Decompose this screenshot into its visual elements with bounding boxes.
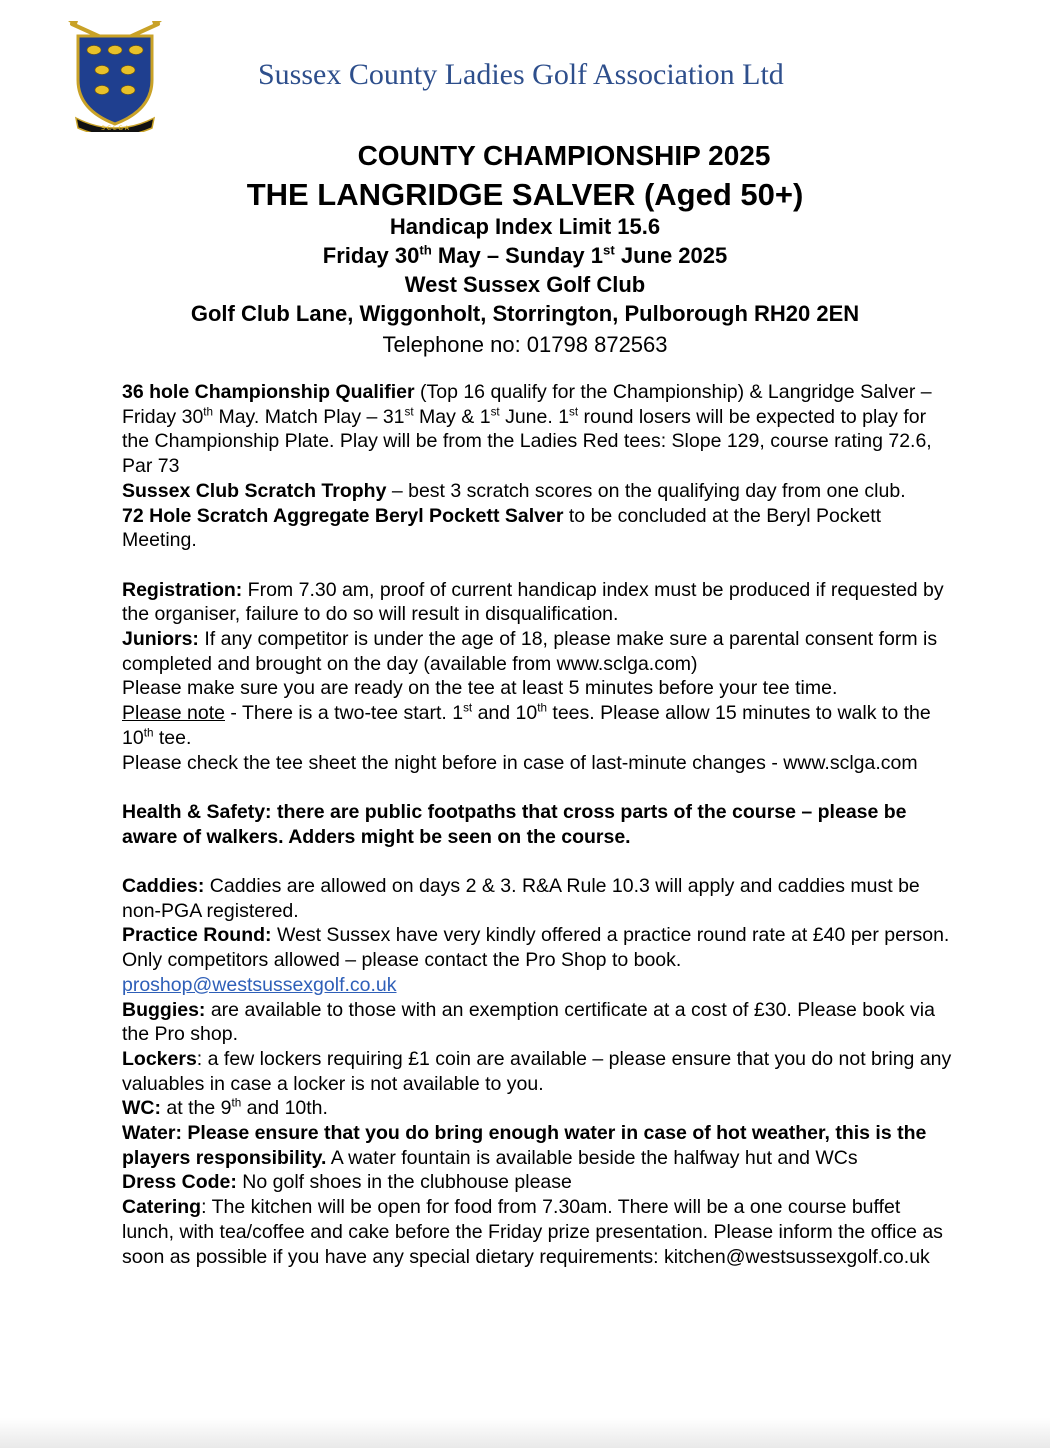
proshop-email-link[interactable]: proshop@westsussexgolf.co.uk [122,973,397,996]
ready-paragraph: Please make sure you are ready on the tee at least 5 minutes before your tee time. [122,677,838,700]
health-safety-paragraph: Health & Safety: there are public footpaths that cross parts of the course – please be aware of walkers. Adders might be seen on the course. [122,800,907,848]
caddies-paragraph: Caddies: Caddies are allowed on days 2 & 3. R&A Rule 10.3 will apply and caddies must be non-PGA registered. [122,875,920,922]
venue-name: West Sussex Golf Club [404,272,646,297]
lockers-paragraph: Lockers: a few lockers requiring £1 coin are available – please ensure that you do not bring any valuables in case a locker is not available to you. [122,1047,952,1095]
venue-address: Golf Club Lane, Wiggonholt, Storrington, Pulborough RH20 2EN [190,301,860,326]
registration-paragraph: Registration: From 7.30 am, proof of current handicap index must be produced if requested by the organiser, failure to do so will result in disqualification. [122,578,944,626]
scratch-trophy-paragraph: Sussex Club Scratch Trophy – best 3 scratch scores on the qualifying day from one club. [122,479,906,502]
please-note-paragraph: Please note - There is a two-tee start. 1st and 10th tees. Please allow 15 minutes to walk to the 10th tee. [122,701,931,749]
document-body [122,380,952,1269]
page-title: COUNTY CHAMPIONSHIP 2025 [357,140,771,171]
dress-code-paragraph: Dress Code: No golf shoes in the clubhouse please [122,1171,572,1194]
water-paragraph: Water: Please ensure that you do bring enough water in case of hot weather, this is the players responsibility. A water fountain is available beside the halfway hut and WCs [122,1122,927,1169]
sclga-crest-icon [66,18,164,132]
association-name: Sussex County Ladies Golf Association Ltd [258,58,784,91]
venue-telephone: Telephone no: 01798 872563 [382,332,668,357]
buggies-paragraph: Buggies: are available to those with an exemption certificate at a cost of £30. Please book via the Pro shop. [122,998,935,1046]
page-edge-shadow [0,1418,1050,1448]
svg-text:S C L G A: S C L G A [101,125,129,132]
practice-paragraph: Practice Round: West Sussex have very kindly offered a practice round rate at £40 per person. Only competitors allowed – please contact the Pro Shop to book. proshop@westsussexgolf.co.uk [122,924,950,996]
aggregate-paragraph: 72 Hole Scratch Aggregate Beryl Pockett Salver to be concluded at the Beryl Pockett Meeting. [122,504,882,552]
handicap-limit: Handicap Index Limit 15.6 [389,214,661,239]
wc-paragraph: WC: at the 9th and 10th. [122,1096,328,1120]
juniors-paragraph: Juniors: If any competitor is under the age of 18, please make sure a parental consent form is completed and brought on the day (available from www.sclga.com) [122,628,938,675]
catering-paragraph: Catering: The kitchen will be open for food from 7.30am. There will be a one course buffet lunch, with tea/coffee and cake before the Friday prize presentation. Please inform the office as soon as possible if you have any special dietary requirements: kitchen@westsussexgolf.co.uk [122,1196,943,1268]
event-dates: Friday 30th May – Sunday 1st June 2025 [322,242,728,268]
qualifier-paragraph: 36 hole Championship Qualifier (Top 16 qualify for the Championship) & Langridge Salver – Friday 30th May. Match Play – 31st May & 1st June. 1st round losers will be expected to play for the Championship Plate. Play will be from the Ladies Red tees: Slope 129, course rating 72.6, Par 73 [122,381,932,478]
tee-sheet-paragraph: Please check the tee sheet the night before in case of last-minute changes - www.sclga.com [122,751,918,774]
page-subtitle: THE LANGRIDGE SALVER (Aged 50+) [246,177,804,212]
